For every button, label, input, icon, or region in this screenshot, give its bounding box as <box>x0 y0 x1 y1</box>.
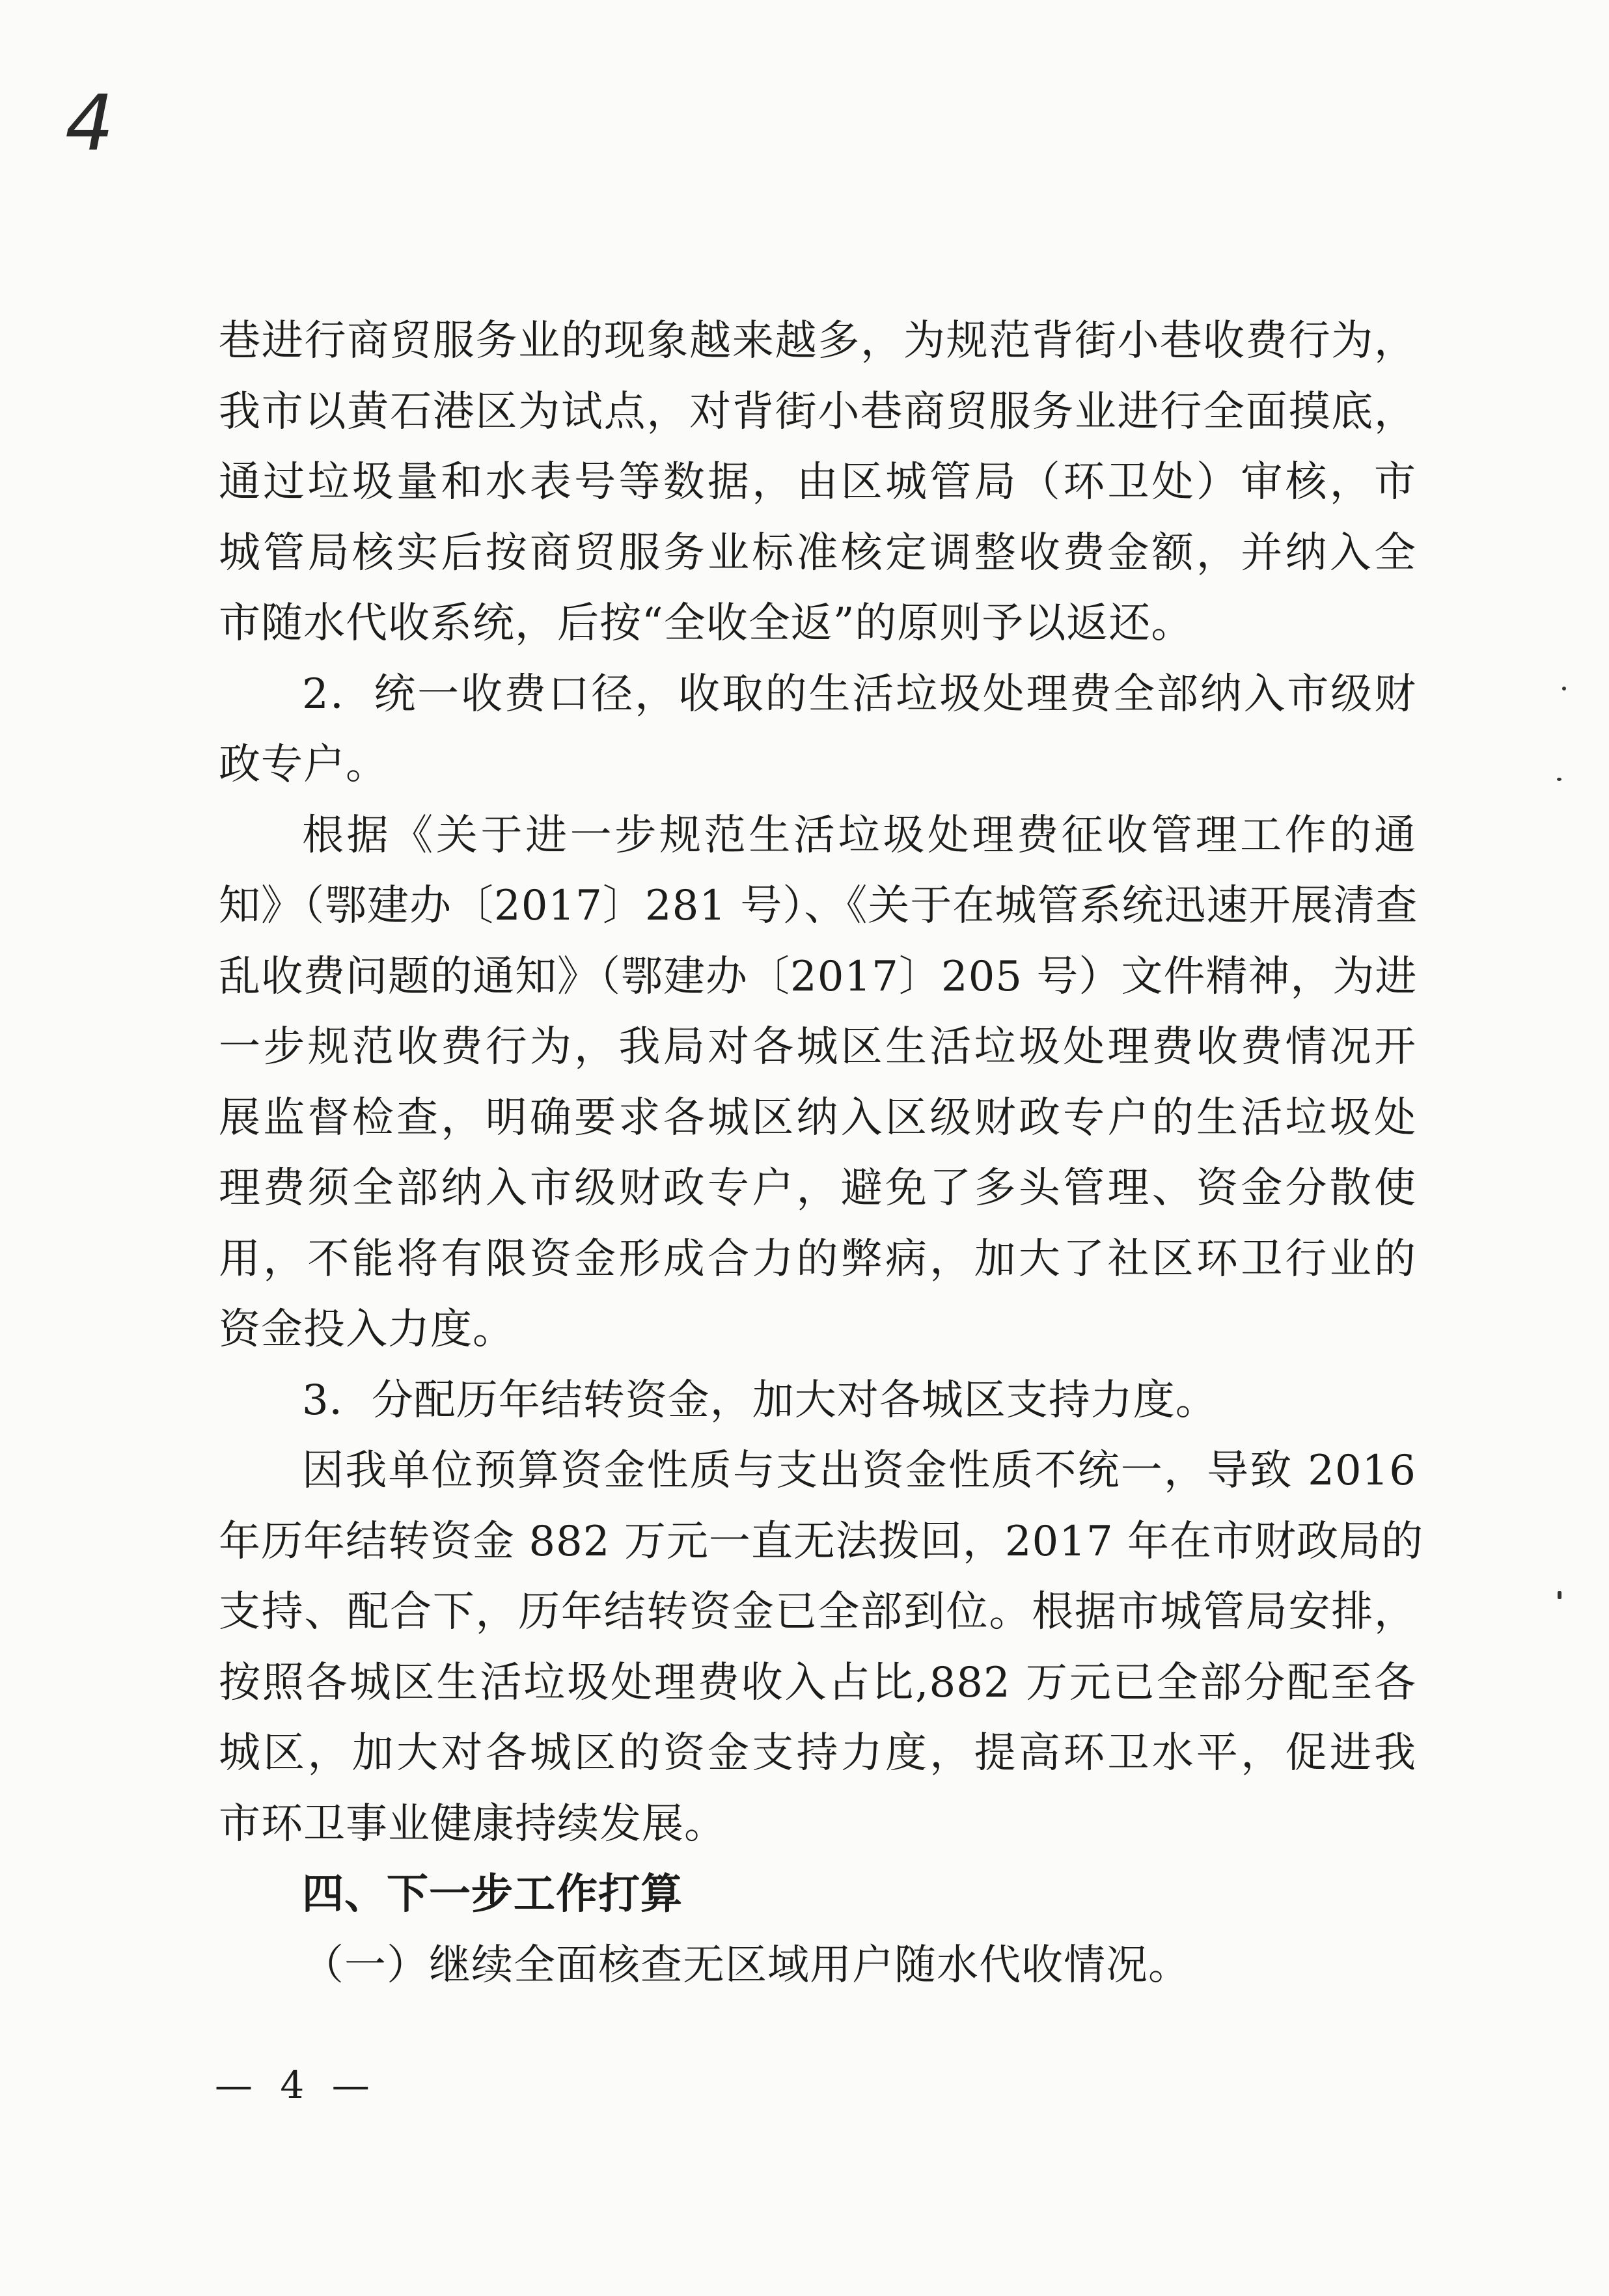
text-line: 城管局核实后按商贸服务业标准核定调整收费金额，并纳入全 <box>219 528 1416 577</box>
subsection-heading: （一）继续全面核查无区域用户随水代收情况。 <box>302 1941 1190 1989</box>
text-line: 市随水代收系统，后按“全收全返”的原则予以返还。 <box>219 599 1194 648</box>
text-line: 根据《关于进一步规范生活垃圾处理费征收管理工作的通 <box>302 811 1416 860</box>
document-body <box>219 306 1424 2001</box>
section-heading: 四、下一步工作打算 <box>302 1870 683 1919</box>
text-line: 一步规范收费行为，我局对各城区生活垃圾处理费收费情况开 <box>219 1023 1416 1071</box>
text-line: 城区，加大对各城区的资金支持力度，提高环卫水平，促进我 <box>219 1729 1416 1777</box>
handwritten-page-mark: 4 <box>65 78 115 168</box>
text-line: 用，不能将有限资金形成合力的弊病，加大了社区环卫行业的 <box>219 1235 1416 1283</box>
numbered-item-3: 3．分配历年结转资金，加大对各城区支持力度。 <box>302 1376 1218 1425</box>
text-line: 巷进行商贸服务业的现象越来越多，为规范背街小巷收费行为， <box>219 317 1416 365</box>
text-line: 支持、配合下，历年结转资金已全部到位。根据市城管局安排， <box>219 1588 1416 1636</box>
text-line: 展监督检查，明确要求各城区纳入区级财政专户的生活垃圾处 <box>219 1093 1416 1142</box>
text-line: 我市以黄石港区为试点，对背街小巷商贸服务业进行全面摸底， <box>219 387 1416 436</box>
scan-speck <box>1557 778 1561 781</box>
numbered-item-2: 2．统一收费口径，收取的生活垃圾处理费全部纳入市级财 <box>302 670 1416 718</box>
text-line: 乱收费问题的通知》（鄂建办〔2017〕205 号）文件精神，为进 <box>219 952 1418 1001</box>
text-line: 政专户。 <box>219 741 388 789</box>
text-line: 知》（鄂建办〔2017〕281 号）、《关于在城管系统迅速开展清查 <box>219 882 1418 930</box>
page-number: — 4 — <box>215 2063 378 2107</box>
text-line: 因我单位预算资金性质与支出资金性质不统一，导致 2016 <box>302 1447 1416 1495</box>
text-line: 年历年结转资金 882 万元一直无法拨回，2017 年在市财政局的 <box>219 1517 1424 1566</box>
scan-speck <box>1562 687 1566 690</box>
text-line: 资金投入力度。 <box>219 1305 515 1354</box>
text-line: 通过垃圾量和水表号等数据，由区城管局（环卫处）审核，市 <box>219 458 1416 506</box>
text-line: 理费须全部纳入市级财政专户，避免了多头管理、资金分散使 <box>219 1164 1416 1212</box>
text-line: 按照各城区生活垃圾处理费收入占比,882 万元已全部分配至各 <box>219 1658 1416 1707</box>
text-line: 市环卫事业健康持续发展。 <box>219 1799 726 1848</box>
scan-speck <box>1558 1591 1561 1599</box>
